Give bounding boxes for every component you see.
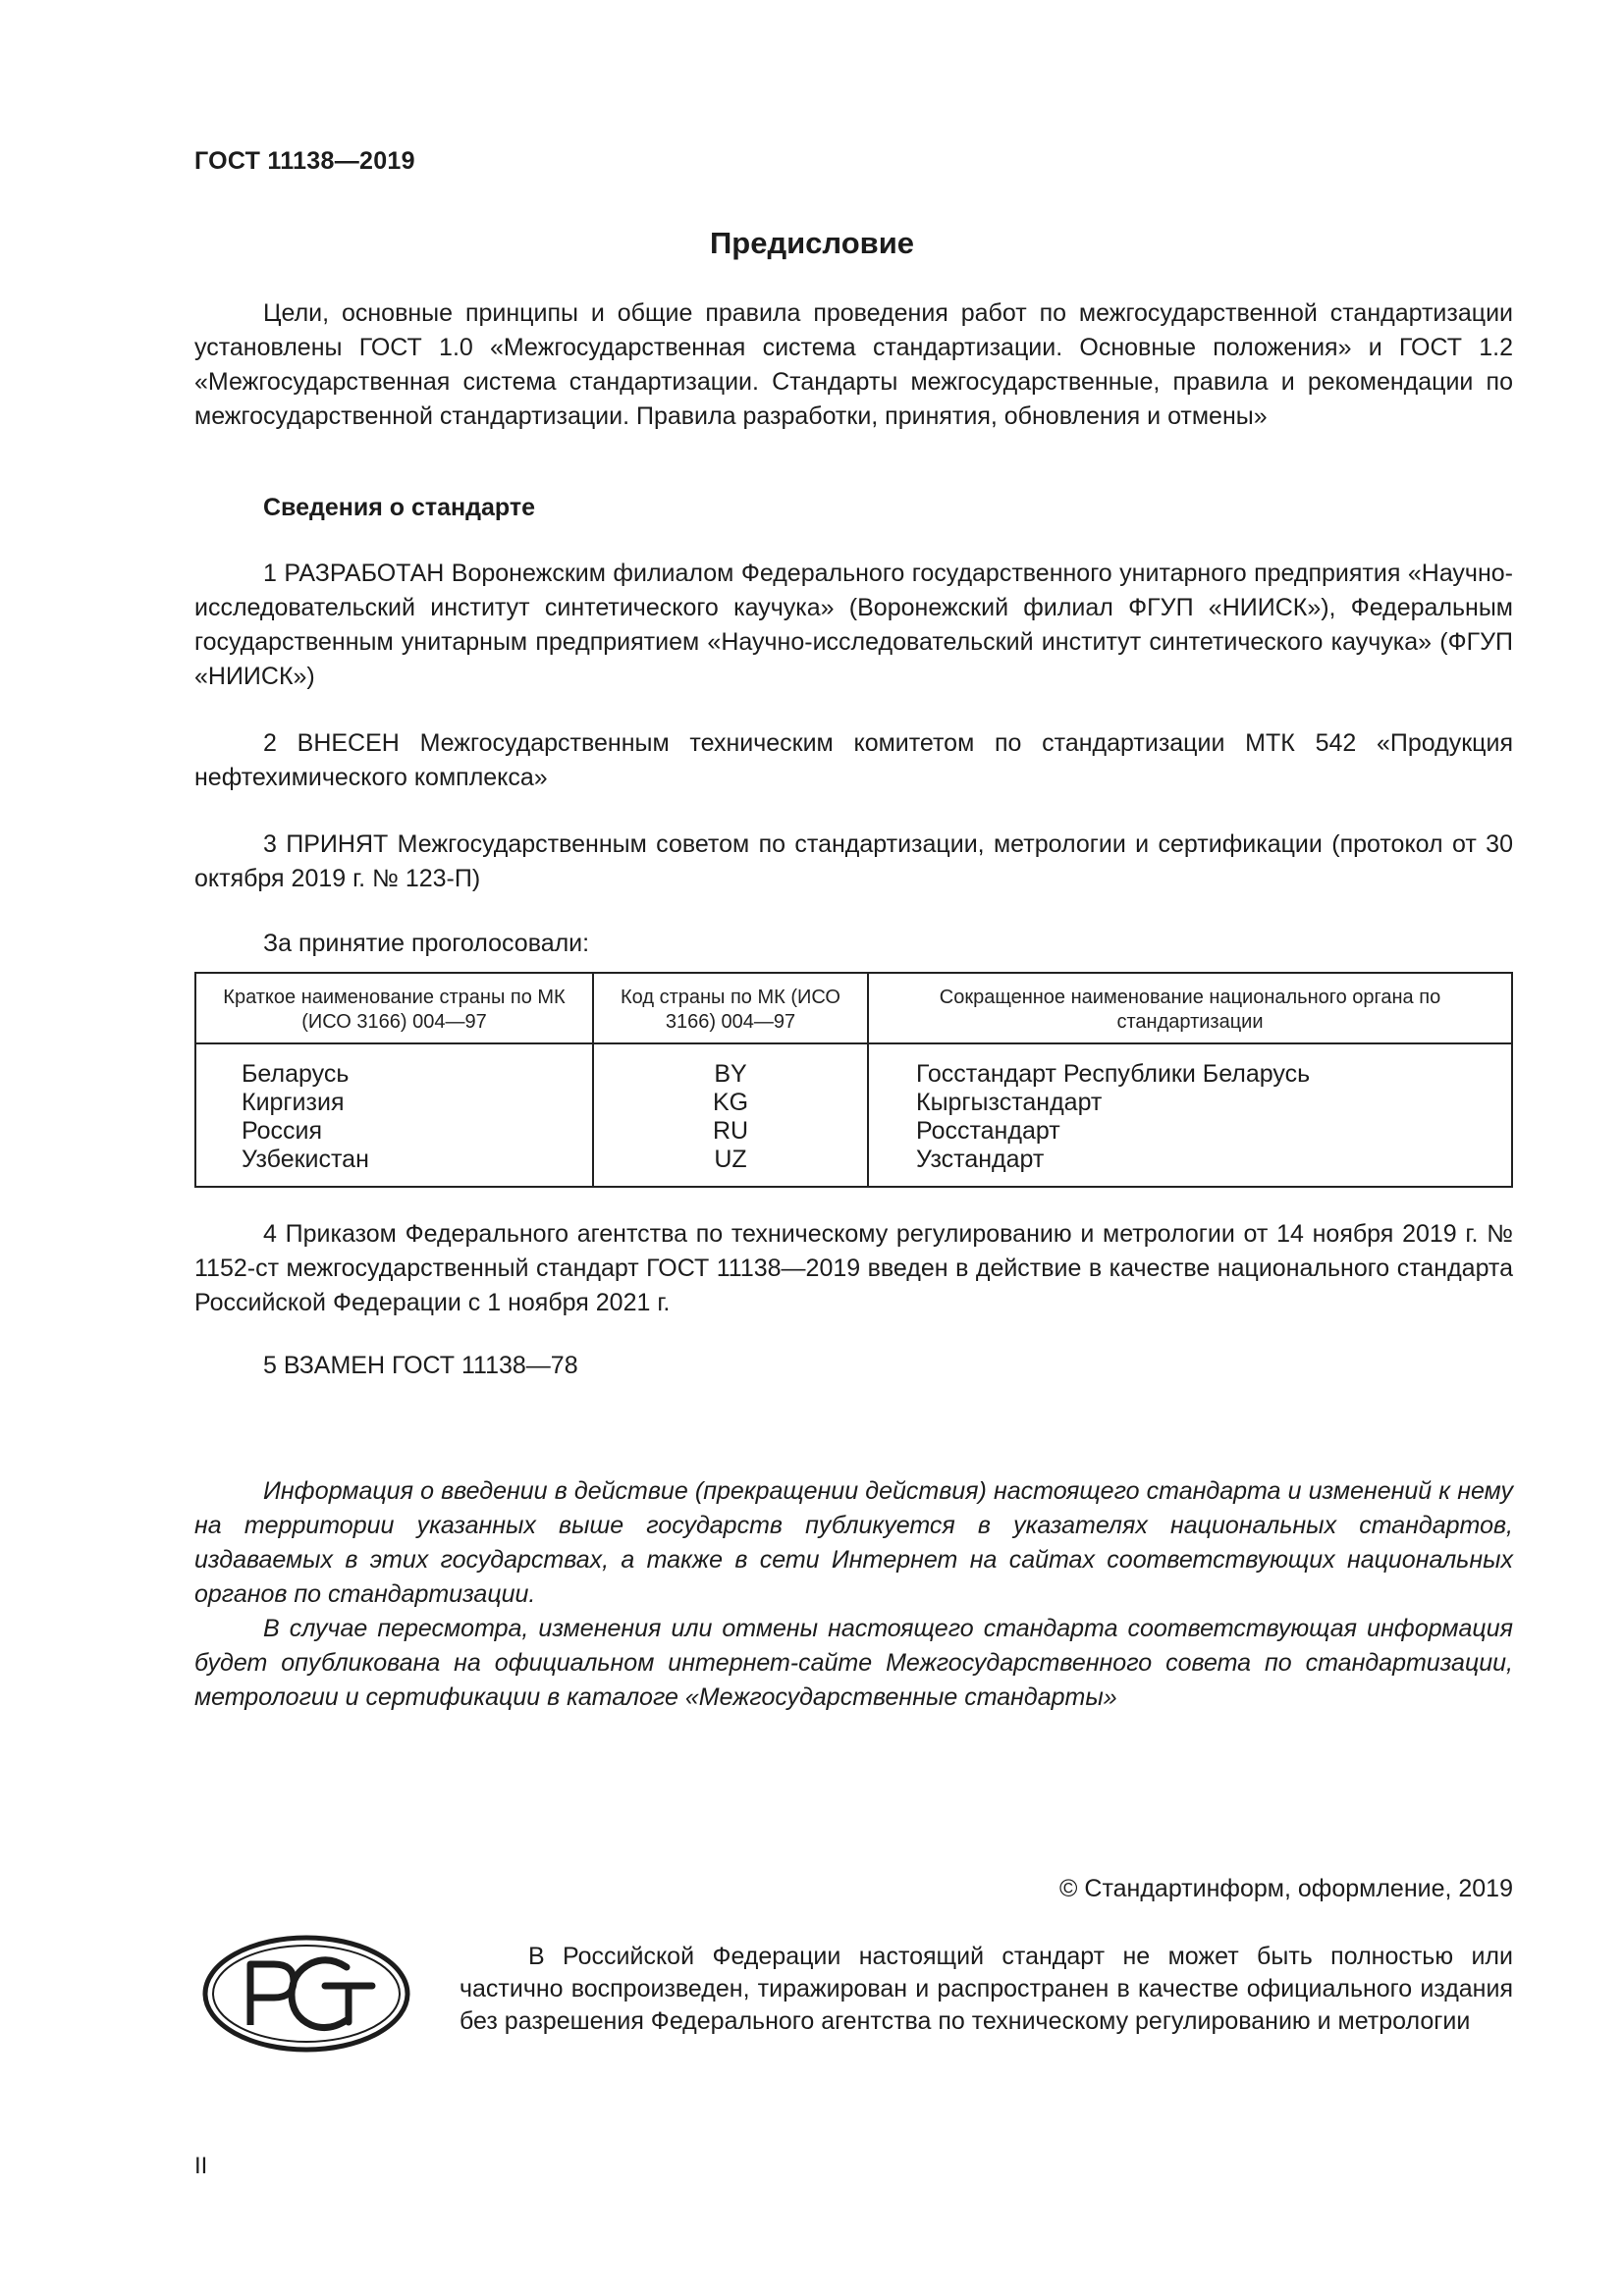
header-country-name: Краткое наименование страны по МК (ИСО 3166) 004—97 (195, 973, 593, 1043)
table-header-row (195, 973, 1512, 1043)
item-3-paragraph: 3 ПРИНЯТ Межгосударственным советом по стандартизации, метрологии и сертификации (протокол от 30 октября 2019 г. № 123-П) (194, 830, 1513, 892)
country-name-cell: Россия (195, 1117, 593, 1146)
vote-label: За принятие проголосовали: (263, 930, 590, 957)
section-subheading: Сведения о стандарте (263, 494, 536, 521)
country-code-cell: KG (593, 1089, 868, 1117)
standards-body-cell: Росстандарт (868, 1117, 1512, 1146)
item-1-paragraph: 1 РАЗРАБОТАН Воронежским филиалом Федерального государственного унитарного предприятия «Научно-исследовательский институт синтетического каучука» (Воронежский филиал ФГУП «НИИСК»), Федеральным государственным унитарным предприятием «Научно-исследовательский институт синтетического каучука» (ФГУП «НИИСК») (194, 560, 1513, 690)
header-country-code: Код страны по МК (ИСО 3166) 004—97 (593, 973, 868, 1043)
voting-countries-table (194, 972, 1513, 1188)
page-title: Предисловие (709, 226, 914, 260)
country-name-cell: Киргизия (195, 1089, 593, 1117)
table-row (195, 1146, 1512, 1187)
standards-body-cell: Узстандарт (868, 1146, 1512, 1187)
table-row (195, 1089, 1512, 1117)
item-4-paragraph: 4 Приказом Федерального агентства по техническому регулированию и метрологии от 14 ноября 2019 г. № 1152-ст межгосударственный стандарт ГОСТ 11138—2019 введен в действие в качестве национального стандарта Российской Федерации с 1 ноября 2021 г. (194, 1220, 1513, 1316)
document-code: ГОСТ 11138—2019 (194, 147, 415, 175)
copyright-notice: В Российской Федерации настоящий стандарт не может быть полностью или частично воспроизведен, тиражирован и распространен в качестве официального издания без разрешения Федерального агентства по техническому регулированию и метрологии (460, 1943, 1513, 2035)
country-name-cell: Узбекистан (195, 1146, 593, 1187)
intro-paragraph: Цели, основные принципы и общие правила проведения работ по межгосударственной стандартизации установлены ГОСТ 1.0 «Межгосударственная система стандартизации. Основные положения» и ГОСТ 1.2 «Межгосударственная система стандартизации. Стандарты межгосударственные, правила и рекомендации по межгосударственной стандартизации. Правила разработки, принятия, обновления и отмены» (194, 299, 1513, 430)
country-code-cell: UZ (593, 1146, 868, 1187)
country-name-cell: Беларусь (195, 1043, 593, 1089)
country-code-cell: BY (593, 1043, 868, 1089)
item-2-paragraph: 2 ВНЕСЕН Межгосударственным техническим комитетом по стандартизации МТК 542 «Продукция нефтехимического комплекса» (194, 729, 1513, 791)
table-row (195, 1043, 1512, 1089)
page-number: II (194, 2153, 208, 2179)
header-standards-body: Сокращенное наименование национального органа по стандартизации (868, 973, 1512, 1043)
rst-logo-icon (199, 1932, 413, 2056)
table-row (195, 1117, 1512, 1146)
copyright-line: © Стандартинформ, оформление, 2019 (1059, 1875, 1513, 1902)
standards-body-cell: Госстандарт Республики Беларусь (868, 1043, 1512, 1089)
standards-body-cell: Кыргызстандарт (868, 1089, 1512, 1117)
info-paragraph-1: Информация о введении в действие (прекращении действия) настоящего стандарта и изменений к нему на территории указанных выше государств публикуется в указателях национальных стандартов, издаваемых в этих государствах, а также в сети Интернет на сайтах соответствующих национальных органов по стандартизации. (194, 1477, 1513, 1608)
item-5-line: 5 ВЗАМЕН ГОСТ 11138—78 (263, 1352, 578, 1379)
country-code-cell: RU (593, 1117, 868, 1146)
info-paragraph-2: В случае пересмотра, изменения или отмены настоящего стандарта соответствующая информация будет опубликована на официальном интернет-сайте Межгосударственного совета по стандартизации, метрологии и сертификации в каталоге «Межгосударственные стандарты» (194, 1615, 1513, 1711)
